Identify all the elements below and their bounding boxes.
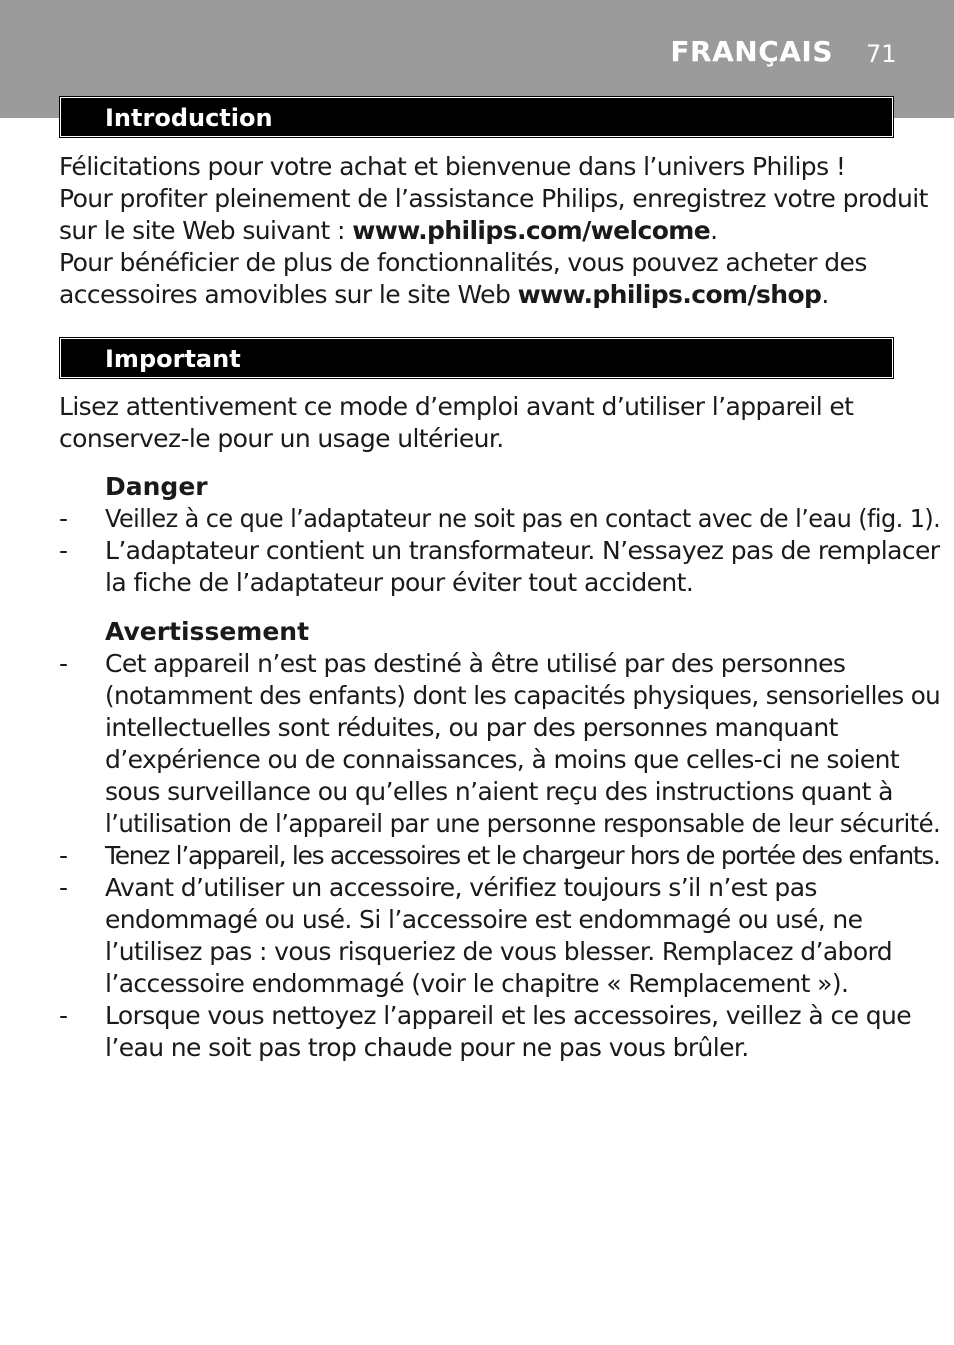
text-line: la fiche de l’adaptateur pour éviter tout accident. — [105, 568, 694, 597]
bullet-dash: - — [59, 873, 69, 902]
text-line: Cet appareil n’est pas destiné à être utilisé par des personnes — [105, 649, 846, 678]
bullet-dash: - — [59, 504, 69, 533]
text-line: Avant d’utiliser un accessoire, vérifiez toujours s’il n’est pas — [105, 873, 817, 902]
text-fragment: . — [821, 280, 829, 309]
text-fragment: sur le site Web suivant : — [59, 216, 353, 245]
danger-heading: Danger — [105, 472, 208, 501]
text-line: sous surveillance ou qu’elles n’aient reçu des instructions quant à — [105, 777, 893, 806]
text-line: Pour profiter pleinement de l’assistance Philips, enregistrez votre produit — [59, 184, 928, 213]
text-line — [59, 215, 717, 247]
page-number: 71 — [866, 40, 897, 68]
text-line: Lisez attentivement ce mode d’emploi avant d’utiliser l’appareil et — [59, 392, 854, 421]
text-line: l’utilisez pas : vous risqueriez de vous blesser. Remplacez d’abord — [105, 937, 893, 966]
text-line: intellectuelles sont réduites, ou par des personnes manquant — [105, 713, 838, 742]
list-item-text — [105, 648, 954, 840]
shop-url-link[interactable]: www.philips.com/shop — [517, 280, 822, 309]
section-title: Introduction — [105, 104, 273, 132]
text-line: Veillez à ce que l’adaptateur ne soit pas en contact avec de l’eau (fig. 1). — [105, 504, 941, 533]
text-line: (notamment des enfants) dont les capacités physiques, sensorielles ou — [105, 681, 941, 710]
list-item-text — [105, 840, 942, 872]
bullet-dash: - — [59, 841, 69, 870]
text-line: endommagé ou usé. Si l’accessoire est endommagé ou usé, ne — [105, 905, 863, 934]
text-line: Félicitations pour votre achat et bienvenue dans l’univers Philips ! — [59, 152, 846, 181]
bullet-dash: - — [59, 649, 69, 678]
text-line: d’expérience ou de connaissances, à moins que celles-ci ne soient — [105, 745, 900, 774]
bullet-dash: - — [59, 536, 69, 565]
warning-heading: Avertissement — [105, 617, 310, 646]
section-header-introduction — [60, 97, 893, 137]
section-title: Important — [105, 345, 241, 373]
bullet-dash: - — [59, 1001, 69, 1030]
text-line: L’adaptateur contient un transformateur. N’essayez pas de remplacer — [105, 536, 940, 565]
text-line: Tenez l’appareil, les accessoires et le chargeur hors de portée des enfants. — [105, 841, 940, 870]
text-line: l’utilisation de l’appareil par une personne responsable de leur sécurité. — [105, 809, 941, 838]
text-line: l’accessoire endommagé (voir le chapitre « Remplacement »). — [105, 969, 849, 998]
text-fragment: . — [710, 216, 718, 245]
language-label: FRANÇAIS — [670, 35, 833, 68]
text-line: Pour bénéficier de plus de fonctionnalités, vous pouvez acheter des — [59, 248, 867, 277]
list-item-text — [105, 535, 939, 599]
list-item-text — [105, 872, 892, 1000]
list-item-text — [105, 1000, 911, 1064]
text-line: conservez-le pour un usage ultérieur. — [59, 424, 504, 453]
section-header-important — [60, 338, 893, 378]
text-fragment: accessoires amovibles sur le site Web — [59, 280, 518, 309]
text-line: Lorsque vous nettoyez l’appareil et les accessoires, veillez à ce que — [105, 1001, 912, 1030]
introduction-text — [59, 151, 928, 311]
welcome-url-link[interactable]: www.philips.com/welcome — [352, 216, 711, 245]
list-item-text — [105, 503, 954, 535]
text-line: l’eau ne soit pas trop chaude pour ne pas vous brûler. — [105, 1033, 749, 1062]
important-intro-text — [59, 391, 899, 455]
text-line — [59, 279, 829, 311]
